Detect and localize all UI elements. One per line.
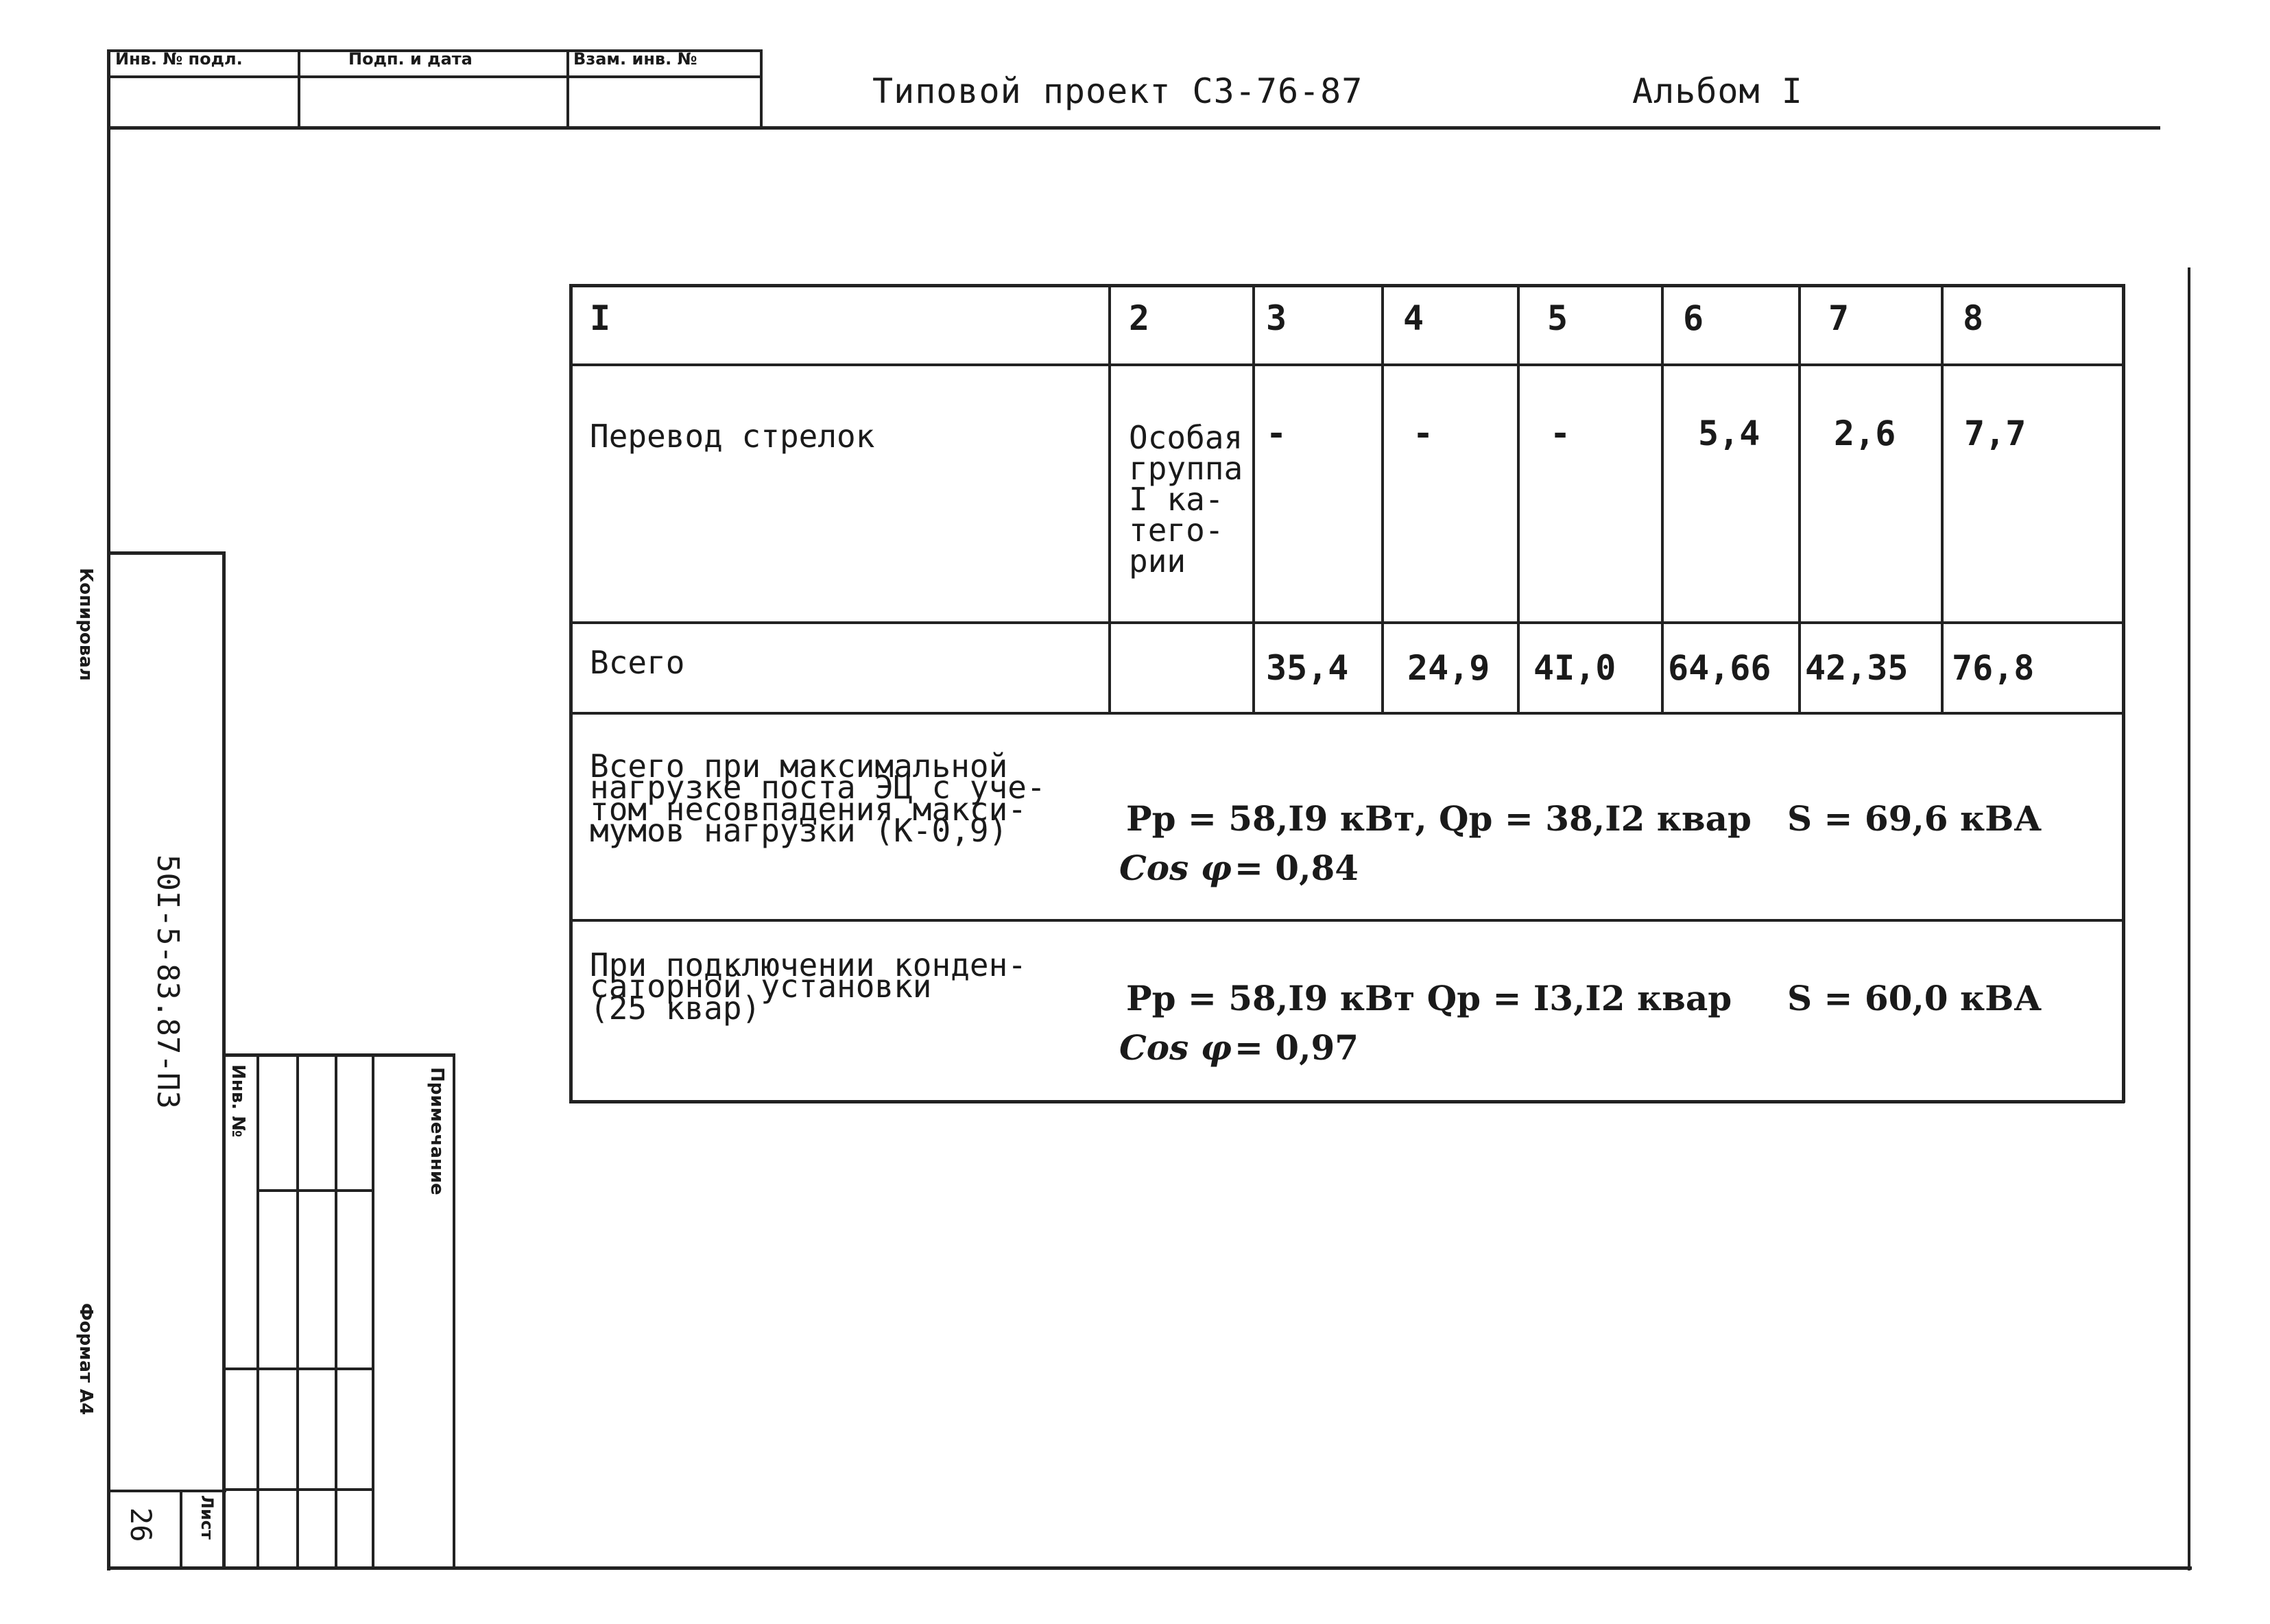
row-category-switches: Особая группа I ка- тего- рии bbox=[1129, 419, 1243, 580]
value-r2-c3: 35,4 bbox=[1266, 648, 1349, 688]
summary-max-load-apparent: S = 69,6 кВА bbox=[1787, 798, 2042, 839]
album-title: Альбом I bbox=[1632, 71, 1803, 111]
summary-capacitor-cos-value: = 0,97 bbox=[1234, 1027, 1359, 1068]
col-header-5: 5 bbox=[1547, 298, 1568, 338]
col-header-6: 6 bbox=[1683, 298, 1704, 338]
value-r2-c8: 76,8 bbox=[1952, 648, 2035, 688]
summary-capacitor-cos-label: Cos φ bbox=[1119, 1027, 1232, 1068]
col-header-8: 8 bbox=[1963, 298, 1984, 338]
sheet-label: Лист bbox=[198, 1495, 217, 1540]
project-title: Типовой проект СЗ-76-87 bbox=[872, 71, 1363, 111]
value-r1-c6: 5,4 bbox=[1698, 414, 1760, 453]
value-r1-c7: 2,6 bbox=[1834, 414, 1896, 453]
col-header-7: 7 bbox=[1828, 298, 1850, 338]
row-name-total: Всего bbox=[590, 644, 685, 681]
stamp-inv-label: Инв. № подл. bbox=[115, 49, 243, 69]
value-r2-c5: 4I,0 bbox=[1533, 648, 1616, 688]
summary-max-load-cos-value: = 0,84 bbox=[1234, 848, 1359, 888]
col-header-3: 3 bbox=[1266, 298, 1287, 338]
summary-capacitor-power: Pp = 58,I9 кВт Qp = I3,I2 квар bbox=[1126, 978, 1732, 1018]
copied-label: Копировал bbox=[75, 568, 96, 681]
sheet-number: 26 bbox=[124, 1507, 158, 1542]
row-name-switches: Перевод стрелок bbox=[590, 418, 875, 455]
stamp-sign-label: Подп. и дата bbox=[348, 49, 473, 69]
col-header-1: I bbox=[590, 298, 611, 338]
summary-max-load-label: Всего при максимальной нагрузке поста ЭЦ с уче- том несовпадения макси- мумов нагрузки (К-0,9) bbox=[590, 748, 1046, 849]
stamp-replace-label: Взам. инв. № bbox=[573, 49, 697, 69]
document-code: 50I-5-83.87-ПЗ bbox=[150, 855, 185, 1109]
summary-capacitor-label: При подключении конден- саторной установки (25 квар) bbox=[590, 946, 1027, 1027]
value-r2-c6: 64,66 bbox=[1668, 648, 1771, 688]
summary-max-load-cos-label: Cos φ bbox=[1119, 848, 1232, 888]
inv-number-label: Инв. № bbox=[228, 1064, 248, 1138]
note-label: Примечание bbox=[427, 1067, 447, 1195]
value-r1-c5: - bbox=[1550, 414, 1571, 453]
value-r1-c4: - bbox=[1413, 414, 1434, 453]
summary-capacitor-apparent: S = 60,0 кВА bbox=[1787, 978, 2042, 1018]
format-label: Формат А4 bbox=[75, 1303, 96, 1416]
value-r1-c3: - bbox=[1266, 414, 1287, 453]
summary-max-load-power: Pp = 58,I9 кВт, Qp = 38,I2 квар bbox=[1126, 798, 1752, 839]
col-header-2: 2 bbox=[1129, 298, 1150, 338]
col-header-4: 4 bbox=[1403, 298, 1424, 338]
value-r1-c8: 7,7 bbox=[1964, 414, 2027, 453]
value-r2-c4: 24,9 bbox=[1407, 648, 1490, 688]
value-r2-c7: 42,35 bbox=[1805, 648, 1909, 688]
